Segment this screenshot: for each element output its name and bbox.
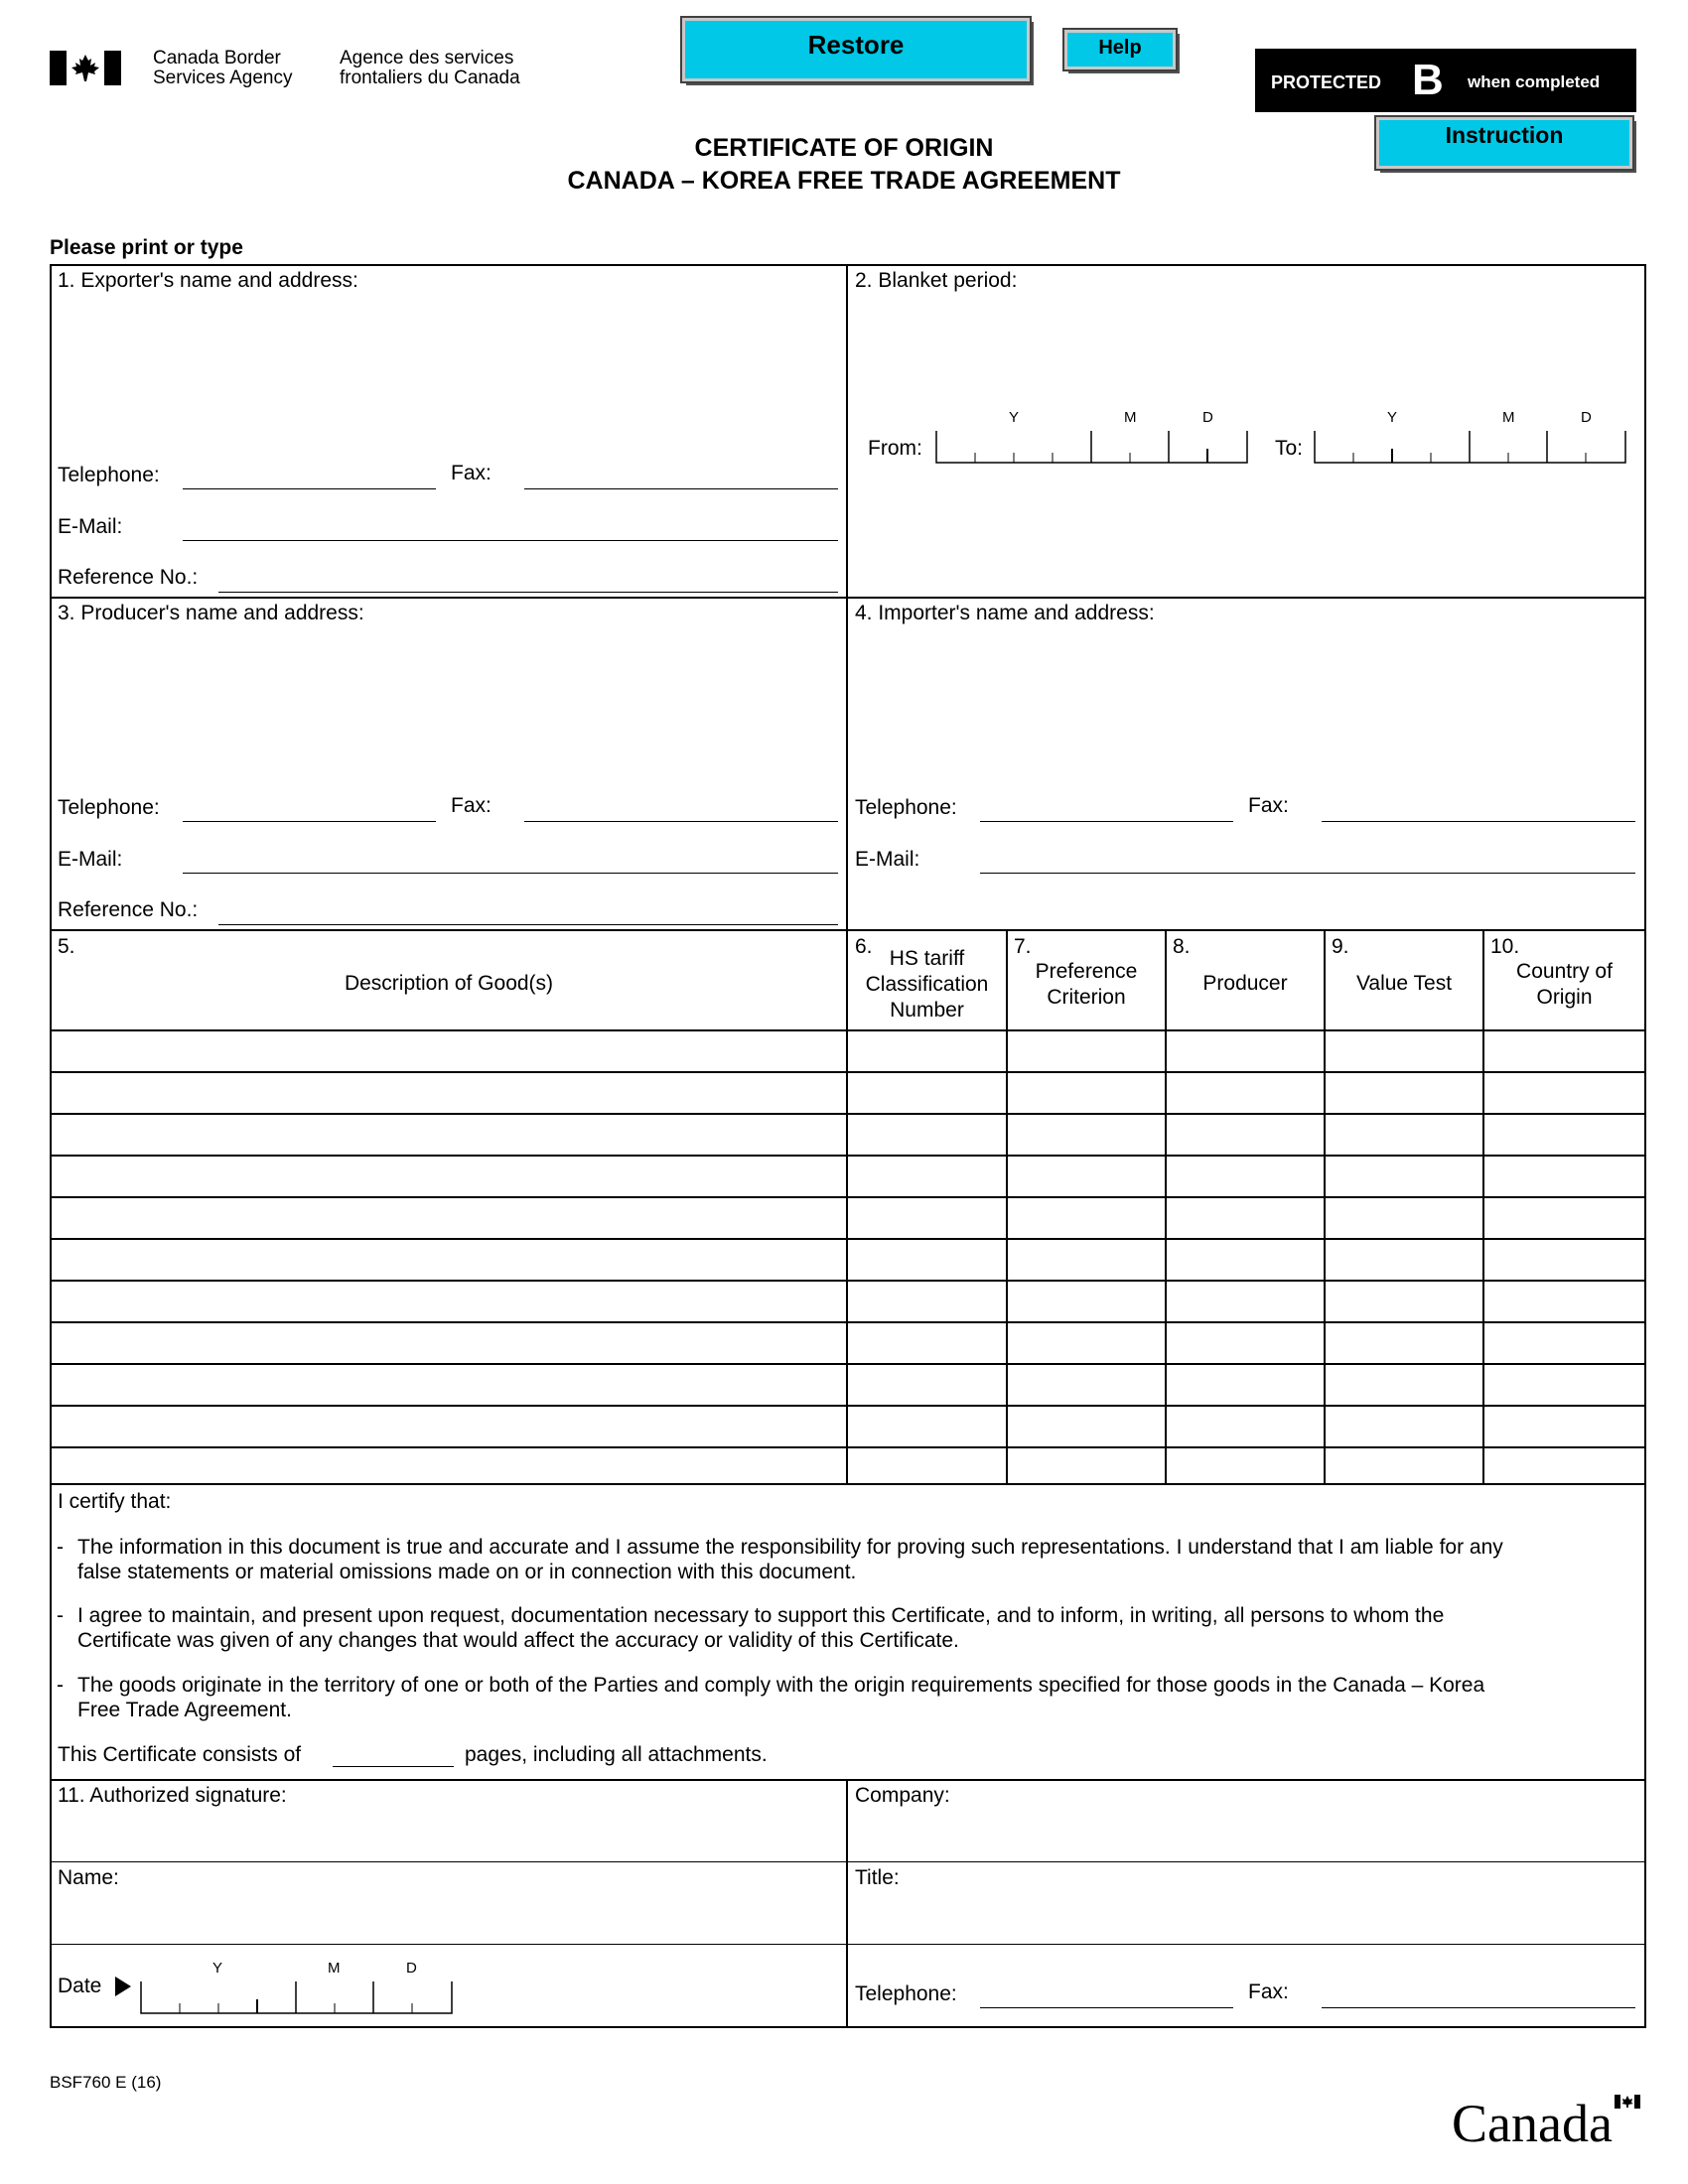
exporter-label: 1. Exporter's name and address: <box>58 269 358 292</box>
table-row[interactable] <box>52 1240 1644 1280</box>
certify-item-2-line1: I agree to maintain, and present upon request, documentation necessary to support this Certificate, and to inform, in writing, all persons to whom the <box>77 1604 1445 1627</box>
signature-field[interactable] <box>56 1809 840 1858</box>
importer-fax-label: Fax: <box>1248 794 1289 817</box>
certify-item-1 <box>57 1535 1606 1584</box>
certify-item-2-line2: Certificate was given of any changes that would affect the accuracy or validity of this Certificate. <box>77 1629 959 1652</box>
col7-number: 7. <box>1014 935 1032 958</box>
col8-number: 8. <box>1173 935 1191 958</box>
importer-label: 4. Importer's name and address: <box>855 602 1155 624</box>
signer-fax-field[interactable] <box>1322 2007 1635 2008</box>
col6-header-l2: Classification <box>865 973 989 996</box>
canada-wordmark-text: Canada <box>1452 2094 1613 2153</box>
name-field[interactable] <box>56 1891 840 1941</box>
pages-prefix: This Certificate consists of <box>58 1743 302 1766</box>
agency-en-line2: Services Agency <box>153 68 293 88</box>
agency-fr-line1: Agence des services <box>340 48 514 68</box>
producer-email-label: E-Mail: <box>58 848 123 871</box>
certify-item-3-dash: - <box>57 1674 64 1697</box>
restore-button[interactable]: Restore <box>682 18 1030 81</box>
producer-email-field[interactable] <box>183 873 838 874</box>
page-title: CERTIFICATE OF ORIGIN <box>694 134 994 162</box>
exporter-reference-field[interactable] <box>218 592 838 593</box>
pages-suffix: pages, including all attachments. <box>465 1743 768 1766</box>
importer-email-label: E-Mail: <box>855 848 920 871</box>
col5-number: 5. <box>58 935 75 958</box>
to-label: To: <box>1275 437 1304 460</box>
col8-header: Producer <box>1202 972 1288 995</box>
col6-header-l1: HS tariff <box>889 947 965 970</box>
protected-suffix: when completed <box>1468 72 1601 91</box>
date-arrow-icon <box>113 1976 133 1997</box>
col10-number: 10. <box>1490 935 1520 958</box>
exporter-name-address-field[interactable] <box>56 298 840 447</box>
col6-header-l3: Number <box>890 999 964 1022</box>
certify-item-2-dash: - <box>57 1604 64 1627</box>
canada-wordmark <box>1452 2095 1650 2154</box>
to-m-label: M <box>1502 409 1515 426</box>
certify-intro: I certify that: <box>58 1490 172 1513</box>
protected-letter: B <box>1412 56 1444 104</box>
certify-item-3-line2: Free Trade Agreement. <box>77 1699 292 1721</box>
certify-item-3 <box>57 1673 1606 1722</box>
signer-telephone-label: Telephone: <box>855 1982 957 2005</box>
from-label: From: <box>868 437 922 460</box>
certify-item-3-line1: The goods originate in the territory of one or both of the Parties and comply with the origin requirements specified for those goods in the Canada – Korea <box>77 1674 1485 1697</box>
col9-header: Value Test <box>1355 972 1453 995</box>
exporter-telephone-label: Telephone: <box>58 464 160 486</box>
producer-fax-label: Fax: <box>451 794 492 817</box>
table-row[interactable] <box>52 1407 1644 1446</box>
signer-fax-label: Fax: <box>1248 1980 1289 2003</box>
protected-word: PROTECTED <box>1271 72 1382 92</box>
table-row[interactable] <box>52 1115 1644 1155</box>
table-row[interactable] <box>52 1448 1644 1483</box>
agency-en-line1: Canada Border <box>153 48 281 68</box>
title-label: Title: <box>855 1866 900 1889</box>
certify-item-1-line2: false statements or material omissions made on or in connection with this document. <box>77 1561 857 1583</box>
table-row[interactable] <box>52 1073 1644 1113</box>
date-m-label: M <box>328 1960 341 1977</box>
to-y-label: Y <box>1387 409 1398 426</box>
producer-fax-field[interactable] <box>524 821 838 822</box>
from-m-label: M <box>1124 409 1137 426</box>
exporter-fax-label: Fax: <box>451 462 492 484</box>
col9-number: 9. <box>1332 935 1349 958</box>
form-code: BSF760 E (16) <box>50 2073 162 2092</box>
company-label: Company: <box>855 1784 950 1807</box>
signature-date-input[interactable] <box>140 1979 454 2015</box>
pages-count-field[interactable] <box>333 1766 454 1767</box>
table-row[interactable] <box>52 1198 1644 1238</box>
page-subtitle: CANADA – KOREA FREE TRADE AGREEMENT <box>567 167 1121 195</box>
col7-header-l1: Preference <box>1035 960 1138 983</box>
col5-header: Description of Good(s) <box>344 972 554 995</box>
producer-reference-label: Reference No.: <box>58 898 199 921</box>
name-label: Name: <box>58 1866 119 1889</box>
from-d-label: D <box>1202 409 1213 426</box>
exporter-telephone-field[interactable] <box>183 488 436 489</box>
col10-header-l1: Country of <box>1516 960 1613 983</box>
importer-fax-field[interactable] <box>1322 821 1635 822</box>
canada-flag-logo <box>50 51 121 85</box>
signer-telephone-field[interactable] <box>980 2007 1233 2008</box>
date-d-label: D <box>406 1960 417 1977</box>
exporter-reference-label: Reference No.: <box>58 566 199 589</box>
date-y-label: Y <box>212 1960 223 1977</box>
importer-telephone-field[interactable] <box>980 821 1233 822</box>
producer-telephone-label: Telephone: <box>58 796 160 819</box>
from-y-label: Y <box>1009 409 1020 426</box>
producer-name-address-field[interactable] <box>56 630 840 779</box>
col10-header-l2: Origin <box>1536 986 1593 1009</box>
importer-telephone-label: Telephone: <box>855 796 957 819</box>
instruction-button[interactable]: Instruction <box>1376 117 1632 169</box>
print-note: Please print or type <box>50 236 243 259</box>
date-label: Date <box>58 1975 102 1997</box>
agency-fr-line2: frontaliers du Canada <box>340 68 520 88</box>
col7-header-l2: Criterion <box>1047 986 1126 1009</box>
exporter-email-field[interactable] <box>183 540 838 541</box>
certify-item-1-line1: The information in this document is true and accurate and I assume the responsibility for proving such representations. I understand that I am liable for any <box>77 1536 1503 1559</box>
table-row[interactable] <box>52 1157 1644 1196</box>
to-d-label: D <box>1581 409 1592 426</box>
exporter-fax-field[interactable] <box>524 488 838 489</box>
importer-name-address-field[interactable] <box>854 630 1638 779</box>
col6-number: 6. <box>855 935 873 958</box>
table-row[interactable] <box>52 1282 1644 1321</box>
certify-item-1-dash: - <box>57 1536 64 1559</box>
importer-email-field[interactable] <box>980 873 1635 874</box>
to-date-input[interactable] <box>1314 429 1627 465</box>
title-field[interactable] <box>854 1891 1638 1941</box>
protected-b-badge <box>1255 49 1636 112</box>
table-row[interactable] <box>52 1365 1644 1405</box>
help-button[interactable]: Help <box>1064 30 1176 69</box>
company-field[interactable] <box>854 1809 1638 1858</box>
producer-telephone-field[interactable] <box>183 821 436 822</box>
authorized-signature-label: 11. Authorized signature: <box>58 1784 287 1807</box>
exporter-email-label: E-Mail: <box>58 515 123 538</box>
from-date-input[interactable] <box>935 429 1249 465</box>
table-row[interactable] <box>52 1031 1644 1071</box>
table-row[interactable] <box>52 1323 1644 1363</box>
blanket-period-label: 2. Blanket period: <box>855 269 1018 292</box>
producer-reference-field[interactable] <box>218 924 838 925</box>
certify-item-2 <box>57 1603 1606 1653</box>
producer-label: 3. Producer's name and address: <box>58 602 364 624</box>
